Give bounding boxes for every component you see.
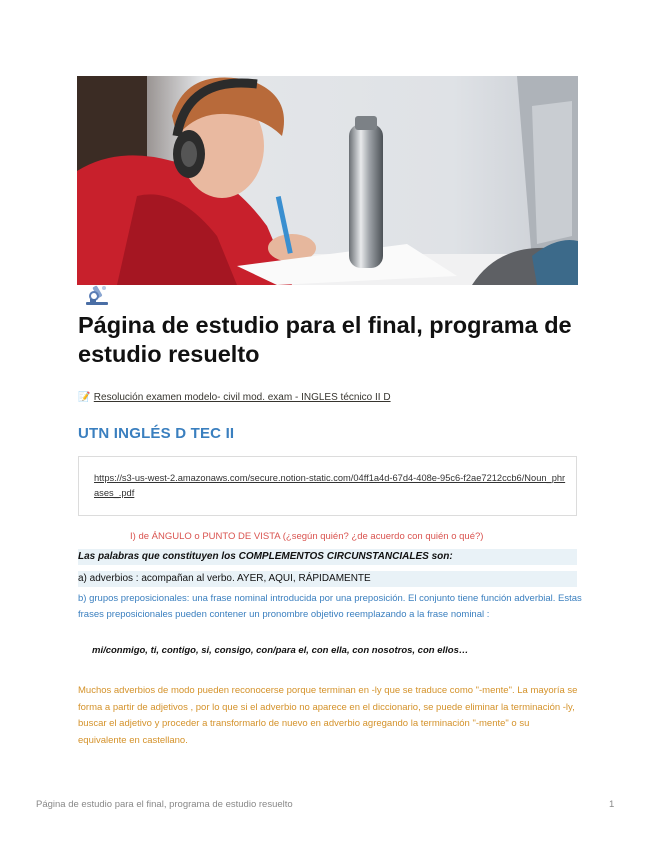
adverbios-modo-paragraph: Muchos adverbios de modo pueden reconocerse porque terminan en -ly que se traduce como "-mente". La mayoría se forma a partir de adjetivos , por lo que si el adverbio no aparece en el diccionario, se puede eliminar la terminación -ly, buscar el adjetivo y proceder a transformarlo de nuevo en adverbio agregando la terminación "-mente" o su equivalente en castellano.: [78, 685, 578, 746]
highlighted-heading: [78, 549, 577, 565]
point-of-view-line: I) de ÁNGULO o PUNTO DE VISTA (¿según quién? ¿de acuerdo con quién o qué?): [130, 531, 484, 542]
grupos-preposicionales-paragraph: b) grupos preposicionales: una frase nominal introducida por una preposición. El conjunto tiene función adverbial. Estas frases preposicionales pueden contener un pronombre objetivo reemplazando a la frase nominal :: [78, 593, 582, 620]
microscope-icon: [82, 282, 114, 306]
memo-icon: 📝: [78, 392, 91, 403]
section-heading: UTN INGLÉS D TEC II: [78, 425, 235, 442]
footer-title: Página de estudio para el final, programa de estudio resuelto: [36, 799, 293, 810]
cover-image: [77, 76, 578, 285]
linked-page-link[interactable]: Resolución examen modelo- civil mod. exam - INGLES técnico II D: [93, 392, 391, 403]
bookmark-box[interactable]: [78, 456, 577, 516]
linked-page[interactable]: [78, 392, 391, 403]
page-title: Página de estudio para el final, programa de estudio resuelto: [78, 312, 572, 367]
highlighted-adverbios: [78, 571, 577, 587]
page-number: 1: [609, 799, 615, 810]
adverbios-text: a) adverbios : acompañan al verbo. AYER, AQUI, RÁPIDAMENTE: [78, 573, 371, 584]
pdf-url-link[interactable]: https://s3-us-west-2.amazonaws.com/secure.notion-static.com/04ff1a4d-67d4-408e-95c6-f2ae7212ccb6/Noun_phrases_.pdf: [94, 473, 566, 498]
pronouns-line: mi/conmigo, ti, contigo, si, consigo, con/para el, con ella, con nosotros, con ellos…: [92, 645, 469, 656]
complementos-heading: Las palabras que constituyen los COMPLEMENTOS CIRCUNSTANCIALES son:: [78, 551, 453, 562]
